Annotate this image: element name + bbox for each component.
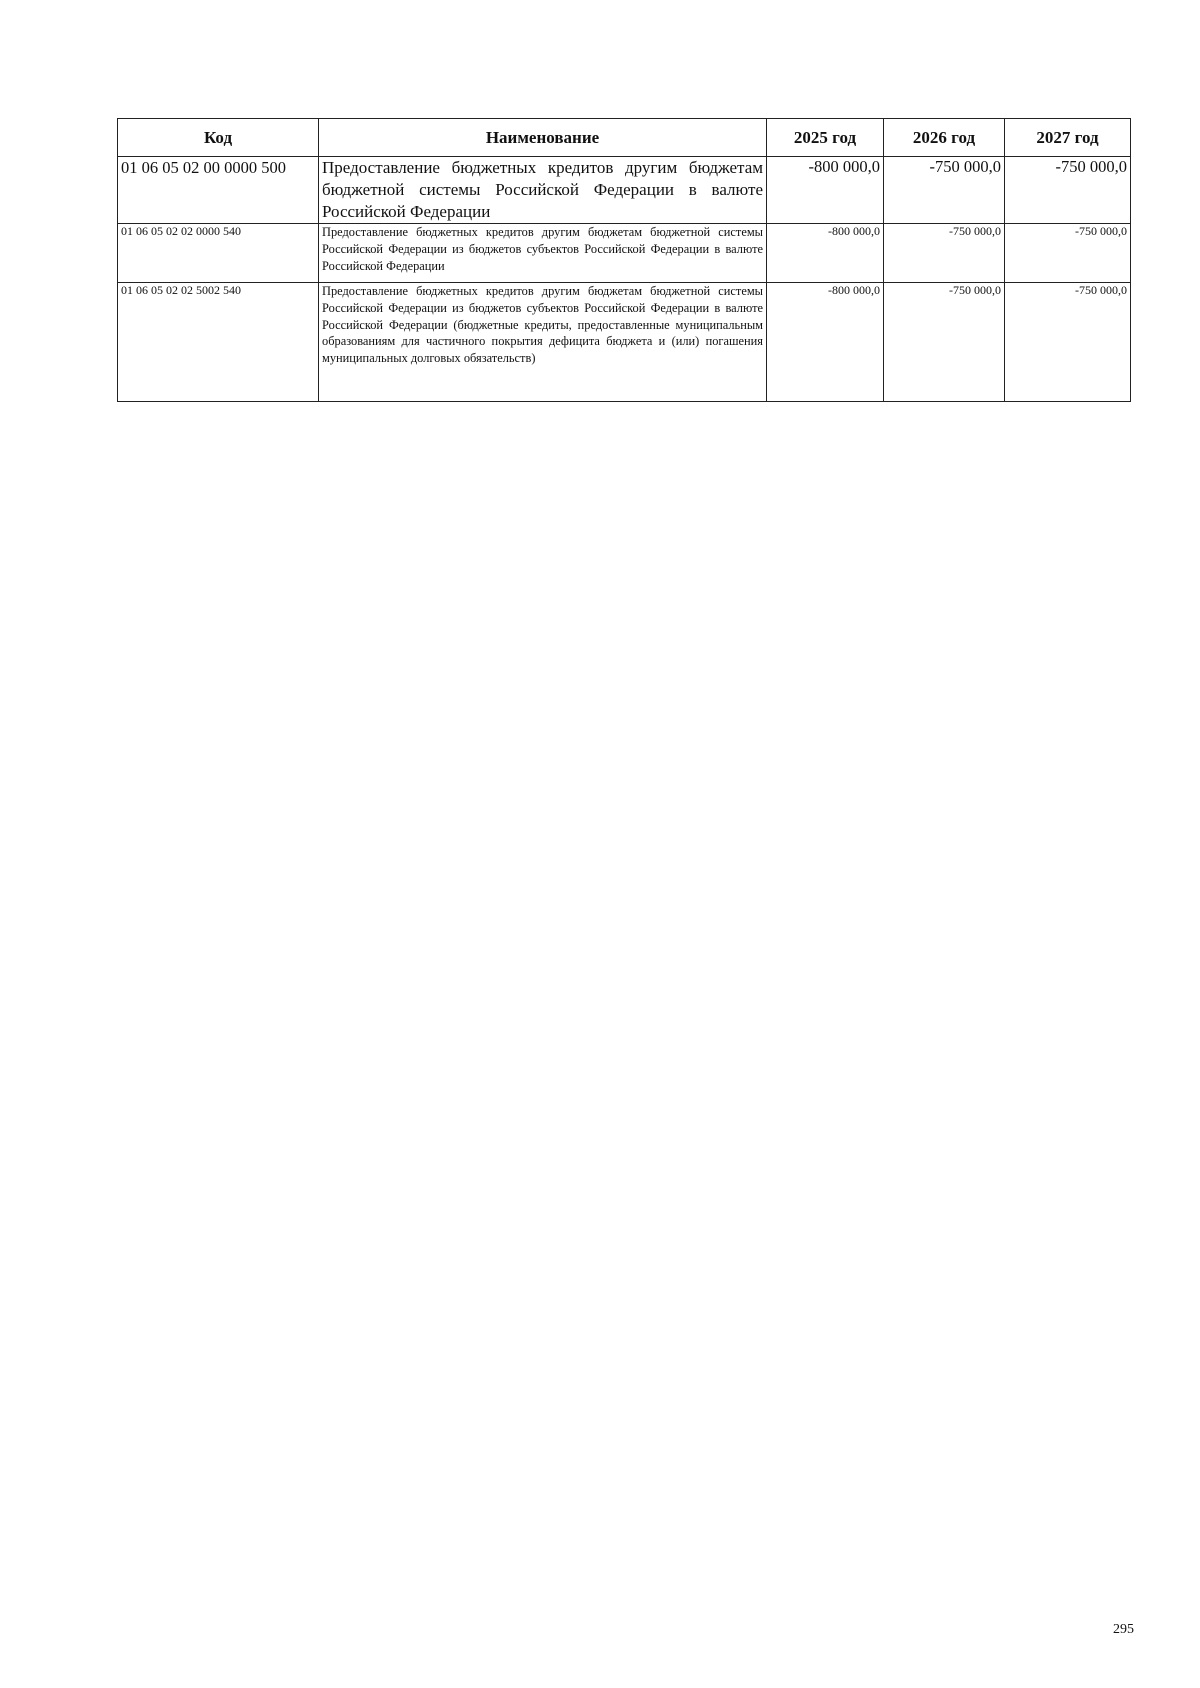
row-value-2027: -750 000,0 (1005, 283, 1131, 402)
header-name: Наименование (319, 119, 767, 157)
row-code: 01 06 05 02 02 5002 540 (118, 283, 319, 402)
header-year-2026: 2026 год (884, 119, 1005, 157)
row-name: Предоставление бюджетных кредитов другим бюджетам бюджетной системы Российской Федерации из бюджетов субъектов Российской Федерации в валюте Российской Федерации (319, 224, 767, 283)
budget-sources-table (117, 118, 1131, 402)
page-number: 295 (1113, 1622, 1134, 1637)
row-code: 01 06 05 02 02 0000 540 (118, 224, 319, 283)
row-name: Предоставление бюджетных кредитов другим бюджетам бюджетной системы Российской Федерации в валюте Российской Федерации (319, 157, 767, 224)
table-row (118, 224, 1131, 283)
row-value-2027: -750 000,0 (1005, 224, 1131, 283)
table-header-row (118, 119, 1131, 157)
header-year-2027: 2027 год (1005, 119, 1131, 157)
row-value-2025: -800 000,0 (767, 283, 884, 402)
row-value-2026: -750 000,0 (884, 283, 1005, 402)
row-code: 01 06 05 02 00 0000 500 (118, 157, 319, 224)
row-name: Предоставление бюджетных кредитов другим бюджетам бюджетной системы Российской Федерации из бюджетов субъектов Российской Федерации в валюте Российской Федерации (бюджетные кредиты, предоставленные муниципальным образованиям для частичного покрытия дефицита бюджета и (или) погашения муниципальных долговых обязательств) (319, 283, 767, 402)
row-value-2026: -750 000,0 (884, 157, 1005, 224)
table-row (118, 157, 1131, 224)
row-value-2025: -800 000,0 (767, 224, 884, 283)
header-year-2025: 2025 год (767, 119, 884, 157)
row-value-2026: -750 000,0 (884, 224, 1005, 283)
row-value-2027: -750 000,0 (1005, 157, 1131, 224)
table-row (118, 283, 1131, 402)
row-value-2025: -800 000,0 (767, 157, 884, 224)
header-code: Код (118, 119, 319, 157)
